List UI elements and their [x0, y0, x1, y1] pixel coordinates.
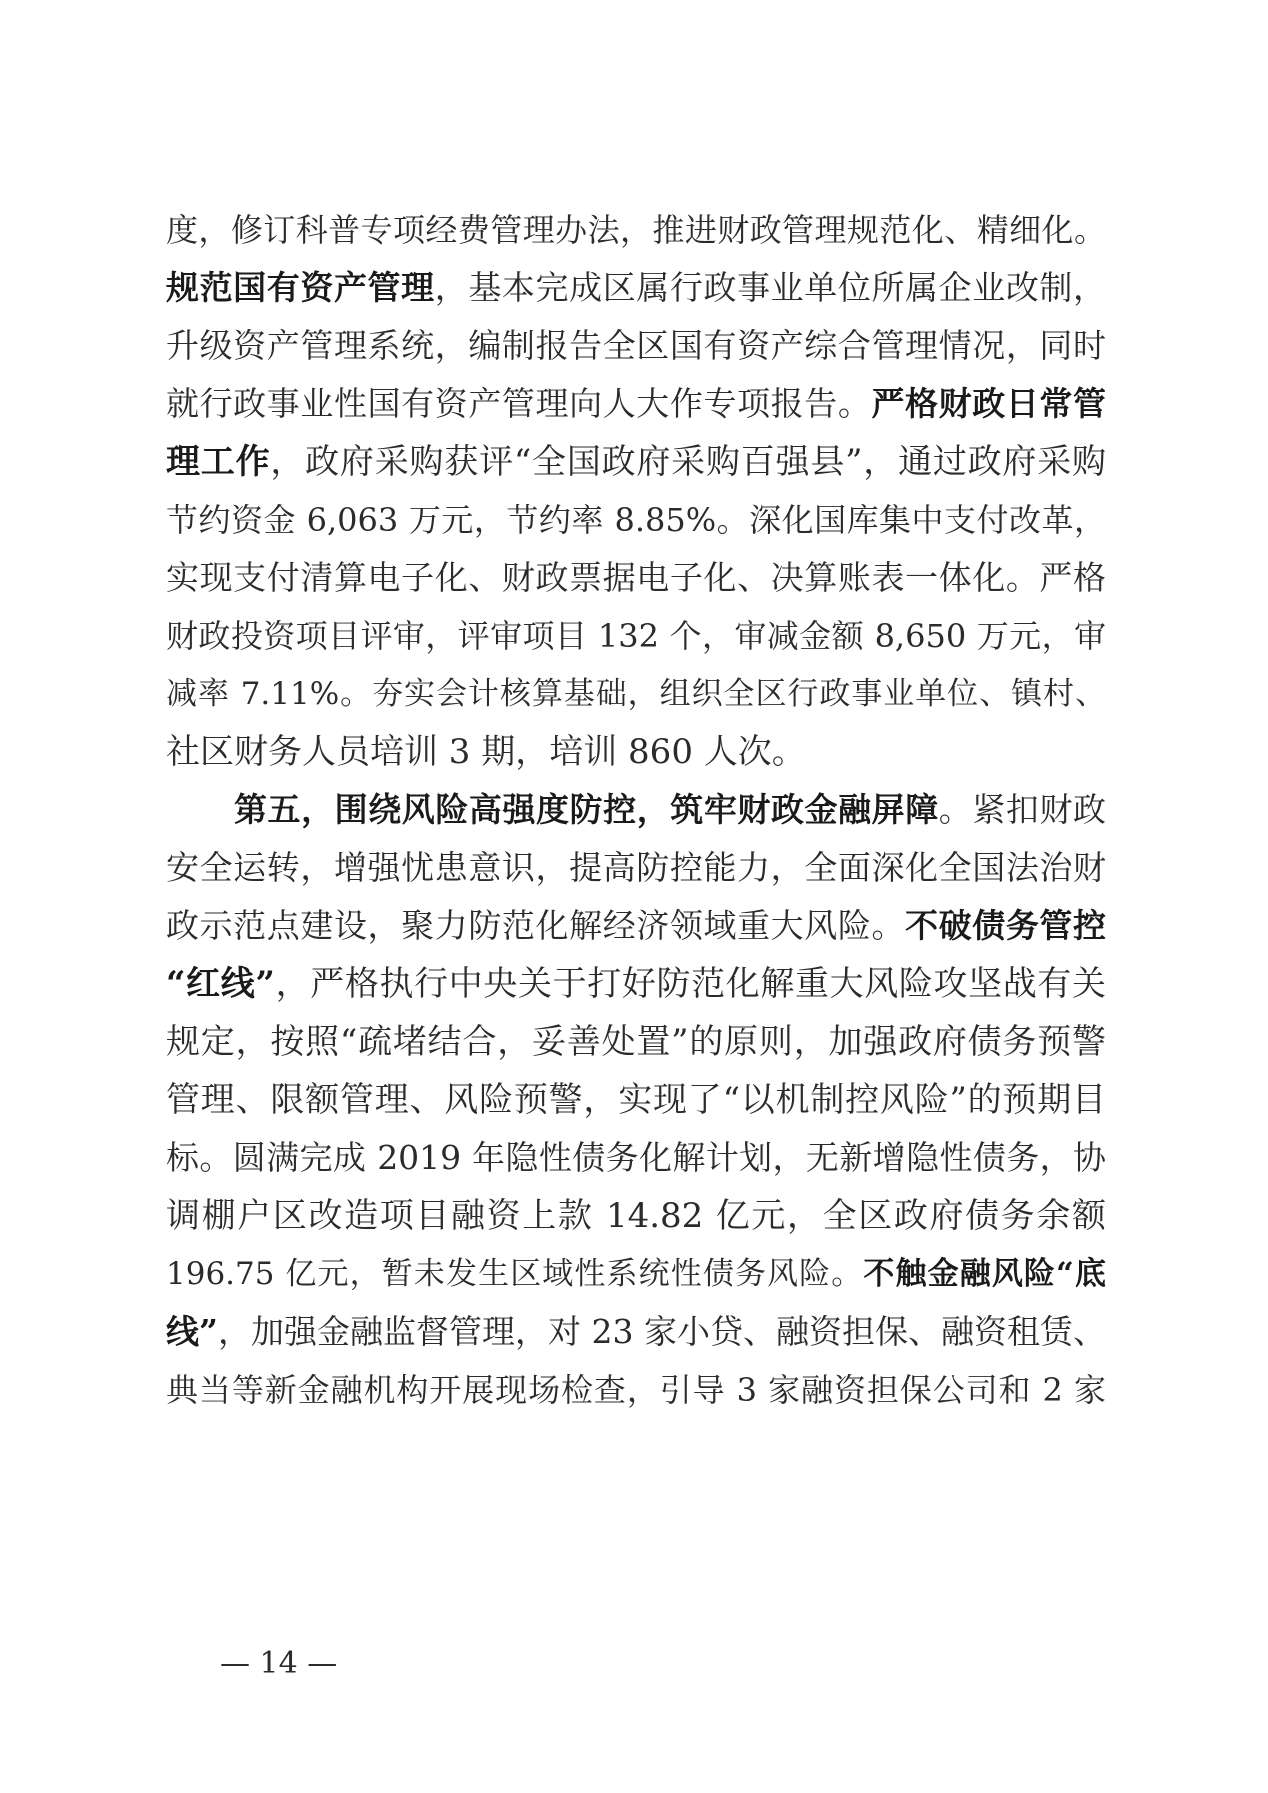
text-line — [166, 1070, 1106, 1130]
text-line — [166, 1244, 1106, 1304]
bold-heading-run: 不触金融风险“底 — [863, 1256, 1106, 1292]
text-run: 节约资金 6,063 万元，节约率 8.85%。深化国库集中支付改革， — [166, 501, 1106, 539]
text-line — [166, 316, 1106, 376]
text-run: 社区财务人员培训 3 期，培训 860 人次。 — [166, 732, 806, 772]
bold-heading-run: 严格财政日常管 — [871, 384, 1107, 423]
text-run: 就行政事业性国有资产管理向人大作专项报告。 — [166, 384, 872, 423]
text-line — [166, 432, 1106, 492]
text-run: ，加强金融监督管理，对 23 家小贷、融资担保、融资租赁、 — [217, 1312, 1106, 1351]
text-line — [166, 490, 1106, 550]
bold-heading-run: 规范国有资产管理 — [166, 268, 435, 307]
bold-heading-run: 线” — [166, 1312, 218, 1351]
text-run: 减率 7.11%。夯实会计核算基础，组织全区行政事业单位、镇村、 — [166, 676, 1106, 712]
bold-heading-run: 第五，围绕风险高强度防控，筑牢财政金融屏障 — [234, 790, 939, 829]
text-run: 实现支付清算电子化、财政票据电子化、决算账表一体化。严格 — [166, 558, 1106, 597]
text-run: ，严格执行中央关于打好防范化解重大风险攻坚战有关 — [275, 964, 1106, 1004]
text-line — [166, 664, 1106, 724]
bold-heading-run: 不破债务管控 — [905, 906, 1107, 945]
text-run: 调棚户区改造项目融资上款 14.82 亿元，全区政府债务余额 — [166, 1196, 1106, 1236]
text-run: 管理、限额管理、风险预警，实现了“以机制控风险”的预期目 — [166, 1080, 1106, 1120]
text-run: 196.75 亿元，暂未发生区域性系统性债务风险。 — [166, 1256, 864, 1292]
text-line — [166, 722, 1106, 782]
text-line — [166, 548, 1106, 608]
page-number: — 14 — — [220, 1646, 338, 1681]
text-line — [234, 780, 1106, 840]
text-line — [166, 1360, 1106, 1420]
text-run: 规定，按照“疏堵结合，妥善处置”的原则，加强政府债务预警 — [166, 1022, 1106, 1062]
text-line — [166, 896, 1106, 956]
text-run: ，基本完成区属行政事业单位所属企业改制， — [434, 268, 1107, 307]
text-run: 。紧扣财政 — [938, 790, 1107, 829]
text-line — [166, 1302, 1106, 1362]
text-line — [166, 258, 1106, 318]
text-run: 标。圆满完成 2019 年隐性债务化解计划，无新增隐性债务，协 — [166, 1138, 1106, 1177]
text-line — [166, 1012, 1106, 1072]
text-line — [166, 1186, 1106, 1246]
text-run: 升级资产管理系统，编制报告全区国有资产综合管理情况，同时 — [166, 326, 1106, 365]
text-run: ，政府采购获评“全国政府采购百强县”，通过政府采购 — [270, 442, 1106, 482]
text-line — [166, 838, 1106, 898]
text-line — [166, 374, 1106, 434]
text-line — [166, 1128, 1106, 1188]
text-run: 财政投资项目评审，评审项目 132 个，审减金额 8,650 万元，审 — [166, 617, 1106, 655]
bold-heading-run: “红线” — [166, 964, 275, 1004]
text-line — [166, 606, 1106, 666]
text-run: 安全运转，增强忧患意识，提高防控能力，全面深化全国法治财 — [166, 848, 1106, 887]
text-run: 度，修订科普专项经费管理办法，推进财政管理规范化、精细化。 — [166, 211, 1106, 249]
text-run: 典当等新金融机构开展现场检查，引导 3 家融资担保公司和 2 家 — [166, 1371, 1106, 1409]
bold-heading-run: 理工作 — [166, 442, 271, 482]
text-run: 政示范点建设，聚力防范化解经济领域重大风险。 — [166, 906, 906, 945]
text-line — [166, 954, 1106, 1014]
text-line — [166, 200, 1106, 260]
